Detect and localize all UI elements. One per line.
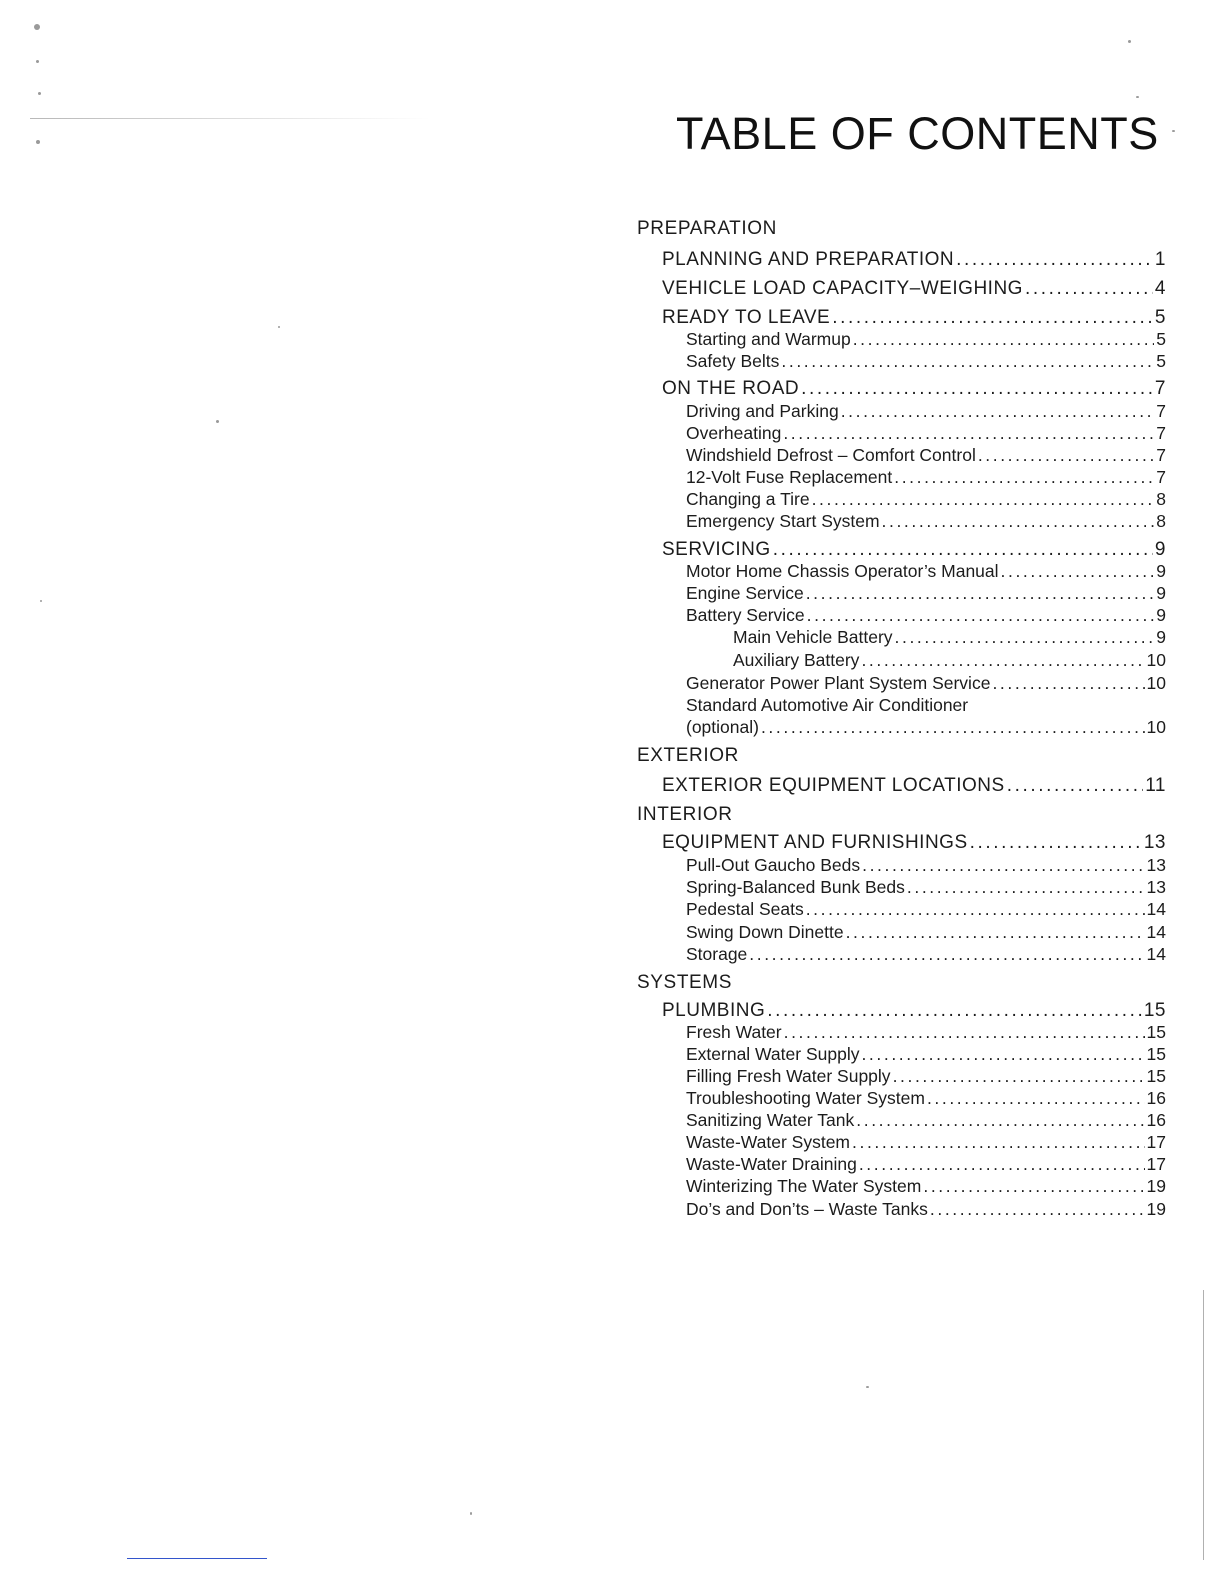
toc-entry-title: Emergency Start System: [686, 511, 880, 531]
dot-leader: [761, 717, 1145, 738]
toc-entry-page: 14: [1146, 922, 1166, 942]
toc-entry: [686, 1066, 1166, 1087]
toc-entry-title: EQUIPMENT AND FURNISHINGS: [662, 832, 968, 853]
toc-entry-title: Engine Service: [686, 583, 804, 603]
toc-entry: [686, 1199, 1166, 1220]
toc-entry-title: Changing a Tire: [686, 489, 810, 509]
toc-entry: [733, 627, 1166, 648]
toc-entry: [733, 650, 1166, 671]
toc-entry-page: 7: [1156, 467, 1166, 487]
dot-leader: [853, 329, 1155, 350]
toc-entry: [686, 1110, 1166, 1131]
dot-leader: [781, 351, 1154, 372]
dot-leader: [859, 1154, 1145, 1175]
toc-entry-title: Troubleshooting Water System: [686, 1088, 925, 1108]
dot-leader: [856, 1110, 1144, 1131]
toc-entry-page: 10: [1146, 717, 1166, 737]
toc-entry-title: Safety Belts: [686, 351, 780, 371]
dot-leader: [773, 539, 1153, 561]
toc-entry-title: READY TO LEAVE: [662, 307, 831, 328]
toc-entry-page: 16: [1146, 1110, 1166, 1130]
dot-leader: [1007, 775, 1144, 797]
toc-entry: [686, 673, 1166, 694]
dot-leader: [861, 650, 1144, 671]
dot-leader: [783, 423, 1154, 444]
toc-entry-title: Sanitizing Water Tank: [686, 1110, 855, 1130]
dot-leader: [807, 605, 1155, 626]
toc-entry: [686, 467, 1166, 488]
toc-entry: [662, 832, 1166, 854]
toc-entry-page: 7: [1154, 378, 1166, 399]
toc-entry-page: 13: [1146, 877, 1166, 897]
toc-entry-page: 10: [1146, 673, 1166, 693]
toc-entry-title: Winterizing The Water System: [686, 1176, 922, 1196]
toc-entry: [662, 1000, 1166, 1022]
dot-leader: [895, 627, 1155, 648]
toc-entry-page: 19: [1146, 1199, 1166, 1219]
toc-entry: [686, 1132, 1166, 1153]
toc-entry: [662, 539, 1166, 561]
toc-entry-title: PLANNING AND PREPARATION: [662, 249, 955, 270]
toc-entry: [686, 855, 1166, 876]
toc-entry: [686, 445, 1166, 466]
toc-entry-page: 15: [1146, 1044, 1166, 1064]
toc-entry-page: 9: [1154, 539, 1166, 560]
dot-leader: [749, 944, 1144, 965]
toc-entry-title: Waste-Water System: [686, 1132, 851, 1152]
toc-entry-title: Waste-Water Draining: [686, 1154, 857, 1174]
toc-entry-title: Generator Power Plant System Service: [686, 673, 991, 693]
toc-entry-title: Fresh Water: [686, 1022, 782, 1042]
toc-entry: [662, 775, 1166, 797]
toc-entry-page: 1: [1154, 249, 1166, 270]
dot-leader: [806, 583, 1155, 604]
section-heading-preparation: PREPARATION: [637, 218, 777, 239]
dot-leader: [852, 1132, 1145, 1153]
toc-entry-title: Auxiliary Battery: [733, 650, 860, 670]
toc-entry-title: Filling Fresh Water Supply: [686, 1066, 891, 1086]
toc-entry-title: Main Vehicle Battery: [733, 627, 893, 647]
dot-leader: [812, 489, 1155, 510]
toc-entry: [686, 329, 1166, 350]
toc-entry-page: 7: [1156, 445, 1166, 465]
toc-entry-page: 8: [1156, 489, 1166, 509]
toc-entry-page: 9: [1156, 561, 1166, 581]
toc-entry-title: Overheating: [686, 423, 782, 443]
section-heading-exterior: EXTERIOR: [637, 745, 739, 766]
dot-leader: [882, 511, 1155, 532]
toc-entry-page: 7: [1156, 401, 1166, 421]
toc-entry: [686, 1176, 1166, 1197]
toc-entry-page: 10: [1146, 650, 1166, 670]
toc-entry-title: Spring-Balanced Bunk Beds: [686, 877, 905, 897]
dot-leader: [846, 922, 1145, 943]
toc-entry: [686, 1154, 1166, 1175]
dot-leader: [907, 877, 1145, 898]
dot-leader: [841, 401, 1155, 422]
toc-entry-title: Windshield Defrost – Comfort Control: [686, 445, 976, 465]
dot-leader: [978, 445, 1154, 466]
toc-entry-title: Driving and Parking: [686, 401, 839, 421]
toc-entry: [686, 1088, 1166, 1109]
dot-leader: [956, 249, 1153, 271]
toc-entry: [686, 717, 1166, 738]
toc-entry-page: 9: [1156, 605, 1166, 625]
toc-entry-title: Standard Automotive Air Conditioner: [686, 695, 969, 715]
toc-entry-title: (optional): [686, 717, 759, 737]
toc-entry: [686, 922, 1166, 943]
toc-entry: [686, 944, 1166, 965]
toc-entry: [686, 511, 1166, 532]
toc-entry-title: Do’s and Don’ts – Waste Tanks: [686, 1199, 928, 1219]
toc-entry-page: 5: [1156, 329, 1166, 349]
toc-entry-title: Motor Home Chassis Operator’s Manual: [686, 561, 999, 581]
toc-entry-page: 13: [1143, 832, 1166, 853]
dot-leader: [767, 1000, 1142, 1022]
toc-entry-title: Pedestal Seats: [686, 899, 804, 919]
toc-entry-page: 9: [1156, 583, 1166, 603]
dot-leader: [862, 855, 1144, 876]
toc-entry-page: 14: [1146, 899, 1166, 919]
toc-entry: [686, 1044, 1166, 1065]
dot-leader: [923, 1176, 1144, 1197]
toc-entry-page: 9: [1156, 627, 1166, 647]
toc-entry: [686, 899, 1166, 920]
toc-entry-page: 17: [1146, 1132, 1166, 1152]
toc-entry-page: 16: [1146, 1088, 1166, 1108]
dot-leader: [930, 1199, 1145, 1220]
toc-entry-title: VEHICLE LOAD CAPACITY–WEIGHING: [662, 278, 1023, 299]
dot-leader: [970, 832, 1142, 854]
toc-entry-title: 12-Volt Fuse Replacement: [686, 467, 893, 487]
dot-leader: [1025, 278, 1153, 300]
toc-entry-title: ON THE ROAD: [662, 378, 800, 399]
toc-entry: [686, 877, 1166, 898]
toc-entry-title: Starting and Warmup: [686, 329, 851, 349]
toc-entry-title: EXTERIOR EQUIPMENT LOCATIONS: [662, 775, 1005, 796]
section-heading-interior: INTERIOR: [637, 804, 733, 825]
toc-entry-page: 14: [1146, 944, 1166, 964]
dot-leader: [894, 467, 1154, 488]
toc-entry-page: 5: [1156, 351, 1166, 371]
toc-entry: [662, 378, 1166, 400]
toc-entry: [686, 583, 1166, 604]
dot-leader: [784, 1022, 1145, 1043]
toc-entry-page: 15: [1146, 1066, 1166, 1086]
toc-entry: [686, 401, 1166, 422]
toc-entry-page: 15: [1146, 1022, 1166, 1042]
section-heading-systems: SYSTEMS: [637, 972, 732, 993]
toc-entry: [686, 423, 1166, 444]
toc-entry-page: 13: [1146, 855, 1166, 875]
toc-entry-title: External Water Supply: [686, 1044, 860, 1064]
toc-entry: [686, 489, 1166, 510]
dot-leader: [893, 1066, 1145, 1087]
toc-entry-page: 4: [1154, 278, 1166, 299]
dot-leader: [801, 378, 1153, 400]
dot-leader: [1001, 561, 1155, 582]
toc-entry-title: Pull-Out Gaucho Beds: [686, 855, 861, 875]
toc-entry-page: 8: [1156, 511, 1166, 531]
toc-entry: [686, 561, 1166, 582]
dot-leader: [806, 899, 1145, 920]
toc-entry-page: 11: [1145, 775, 1166, 796]
toc-entry: [686, 605, 1166, 626]
toc-entry-page: 19: [1146, 1176, 1166, 1196]
toc-entry: [662, 249, 1166, 271]
toc-entry: [662, 278, 1166, 300]
toc-entry: [662, 307, 1166, 329]
toc-entry-title: Storage: [686, 944, 748, 964]
toc-entry-title: SERVICING: [662, 539, 771, 560]
dot-leader: [832, 307, 1153, 329]
toc-entry-page: 5: [1154, 307, 1166, 328]
toc-entry-page: 17: [1146, 1154, 1166, 1174]
page-title: TABLE OF CONTENTS: [676, 108, 1159, 159]
toc-entry-page: 7: [1156, 423, 1166, 443]
toc-entry-title: PLUMBING: [662, 1000, 766, 1021]
toc-entry-page: 15: [1143, 1000, 1166, 1021]
toc-entry-title: Swing Down Dinette: [686, 922, 844, 942]
dot-leader: [861, 1044, 1144, 1065]
toc-entry: [686, 1022, 1166, 1043]
toc-entry-title: Battery Service: [686, 605, 805, 625]
dot-leader: [992, 673, 1144, 694]
dot-leader: [927, 1088, 1145, 1109]
toc-entry: [686, 351, 1166, 372]
